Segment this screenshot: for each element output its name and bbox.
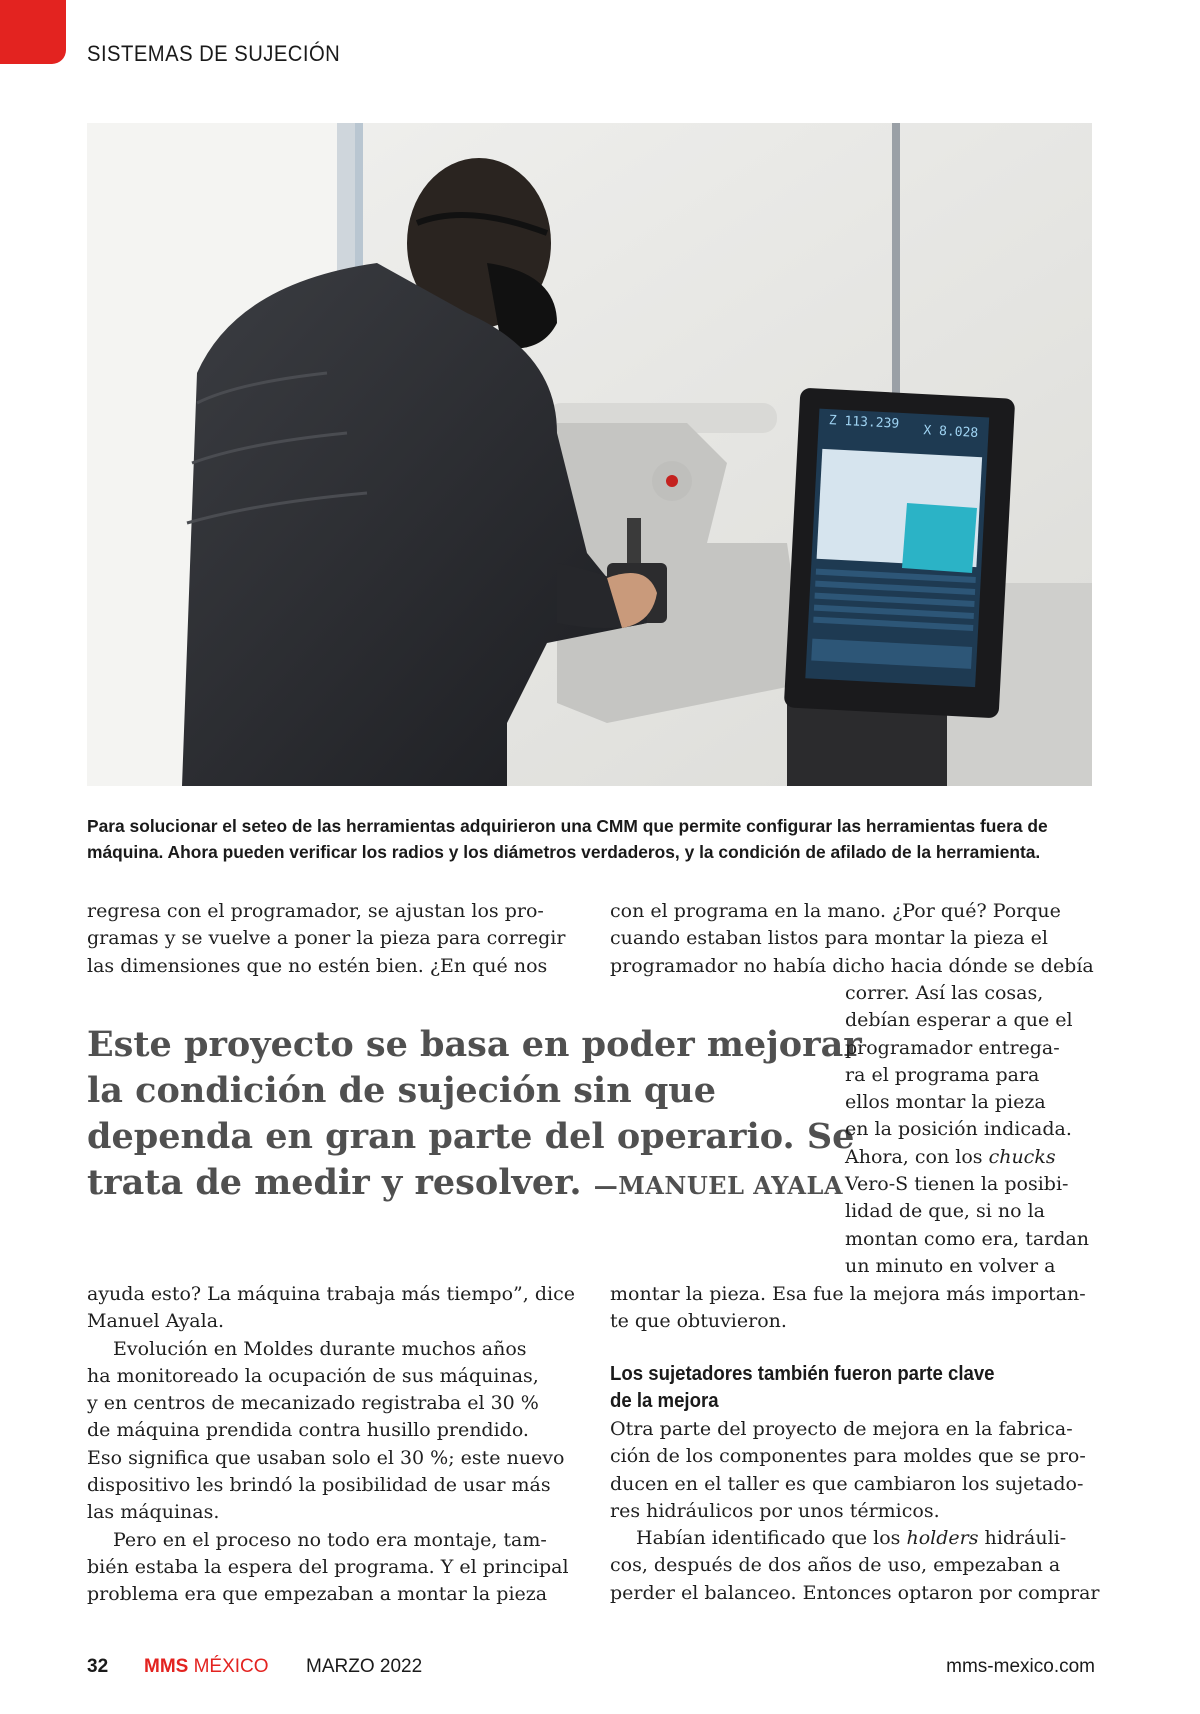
text-line: perder el balanceo. Entonces optaron por comprar bbox=[610, 1581, 1100, 1604]
text-line: cuando estaban listos para montar la pieza el bbox=[610, 927, 1048, 950]
text-line: Ahora, con los bbox=[845, 1145, 983, 1168]
quote-line: trata de medir y resolver. bbox=[87, 1162, 582, 1203]
subheading-line: de la mejora bbox=[610, 1390, 719, 1412]
quote-line: la condición de sujeción sin que bbox=[87, 1070, 717, 1111]
text-line: Vero-S tienen la posibi- bbox=[845, 1173, 1069, 1196]
text-line: programador entrega- bbox=[845, 1036, 1060, 1059]
text-line: ducen en el taller es que cambiaron los sujetado- bbox=[610, 1472, 1084, 1495]
text-line: ha monitoreado la ocupación de sus máquinas, bbox=[87, 1364, 539, 1387]
text-line: montar la pieza. Esa fue la mejora más importan- bbox=[610, 1283, 1086, 1305]
text-line: con el programa en la mano. ¿Por qué? Porque bbox=[610, 900, 1061, 922]
text-emphasis: chucks bbox=[988, 1145, 1056, 1168]
text-line: ción de los componentes para moldes que se pro- bbox=[610, 1445, 1086, 1468]
publication-name bbox=[144, 1656, 269, 1678]
text-line: dispositivo les brindó la posibilidad de usar más bbox=[87, 1474, 551, 1497]
screen-readout-z: Z 113.239 bbox=[828, 413, 900, 432]
text-line: problema era que empezaban a montar la pieza bbox=[87, 1583, 548, 1606]
text-line: las dimensiones que no estén bien. ¿En qué nos bbox=[87, 954, 548, 977]
quote-line: Este proyecto se basa en poder mejorar bbox=[87, 1024, 862, 1065]
text-line: ra el programa para bbox=[845, 1063, 1040, 1086]
page-number: 32 bbox=[87, 1656, 109, 1677]
text-line: ellos montar la pieza bbox=[845, 1091, 1046, 1114]
text-line: Evolución en Moldes durante muchos años bbox=[113, 1337, 527, 1360]
text-line: res hidráulicos por unos térmicos. bbox=[610, 1499, 940, 1522]
brand-country: MÉXICO bbox=[193, 1656, 269, 1677]
website-url: mms-mexico.com bbox=[946, 1656, 1095, 1677]
text-line: correr. Así las cosas, bbox=[845, 982, 1044, 1004]
text-line: cos, después de dos años de uso, empezaban a bbox=[610, 1554, 1061, 1577]
text-line: programador no había dicho hacia dónde se debía bbox=[610, 954, 1094, 977]
issue-date: MARZO 2022 bbox=[306, 1656, 423, 1677]
text-line: te que obtuvieron. bbox=[610, 1310, 787, 1333]
text-line: ayuda esto? La máquina trabaja más tiempo”, dice bbox=[87, 1283, 575, 1305]
right-column-mid bbox=[610, 1281, 1086, 1336]
text-line: en la posición indicada. bbox=[845, 1118, 1072, 1141]
right-column-top bbox=[610, 898, 1094, 980]
text-line: bién estaba la espera del programa. Y el principal bbox=[87, 1555, 569, 1578]
subheading bbox=[610, 1361, 1023, 1415]
text-line: Eso significa que usaban solo el 30 %; este nuevo bbox=[87, 1446, 565, 1469]
text-line: un minuto en volver a bbox=[845, 1254, 1056, 1277]
section-tab bbox=[0, 0, 66, 64]
subheading-line: Los sujetadores también fueron parte clave bbox=[610, 1363, 995, 1385]
text-line: lidad de que, si no la bbox=[845, 1200, 1046, 1223]
right-column-narrow bbox=[845, 980, 1089, 1280]
text-line: Pero en el proceso no todo era montaje, tam- bbox=[113, 1528, 547, 1551]
text-line: debían esperar a que el bbox=[845, 1009, 1073, 1032]
text-emphasis: holders bbox=[906, 1527, 979, 1550]
article-photo bbox=[87, 123, 1092, 786]
brand-logo: MMS bbox=[144, 1656, 189, 1677]
text-line: Manuel Ayala. bbox=[87, 1310, 225, 1333]
right-column-bottom bbox=[610, 1416, 1100, 1607]
text-line: y en centros de mecanizado registraba el 30 % bbox=[87, 1392, 539, 1415]
left-column-bottom bbox=[87, 1281, 575, 1609]
pull-quote bbox=[87, 1022, 862, 1209]
quote-line: dependa en gran parte del operario. Se bbox=[87, 1116, 855, 1157]
left-column-top bbox=[87, 898, 565, 980]
text-line: hidráuli- bbox=[984, 1527, 1067, 1550]
quote-author: —MANUEL AYALA bbox=[593, 1171, 843, 1200]
text-line: las máquinas. bbox=[87, 1501, 220, 1524]
text-line: Otra parte del proyecto de mejora en la fabrica- bbox=[610, 1418, 1073, 1440]
section-label: SISTEMAS DE SUJECIÓN bbox=[87, 41, 341, 66]
text-line: regresa con el programador, se ajustan los pro- bbox=[87, 900, 544, 922]
text-line: montan como era, tardan bbox=[845, 1227, 1090, 1250]
text-line: gramas y se vuelve a poner la pieza para corregir bbox=[87, 927, 566, 950]
text-line: Habían identificado que los bbox=[636, 1527, 901, 1550]
screen-readout-x: X 8.028 bbox=[923, 423, 979, 441]
text-line: de máquina prendida contra husillo prendido. bbox=[87, 1419, 529, 1442]
caption-line: máquina. Ahora pueden verificar los radios y los diámetros verdaderos, y la condición de afilado de la herramienta. bbox=[87, 842, 1041, 862]
caption-line: Para solucionar el seteo de las herramientas adquirieron una CMM que permite configurar las herramientas fuera de bbox=[87, 816, 1048, 836]
photo-caption bbox=[87, 813, 1097, 865]
